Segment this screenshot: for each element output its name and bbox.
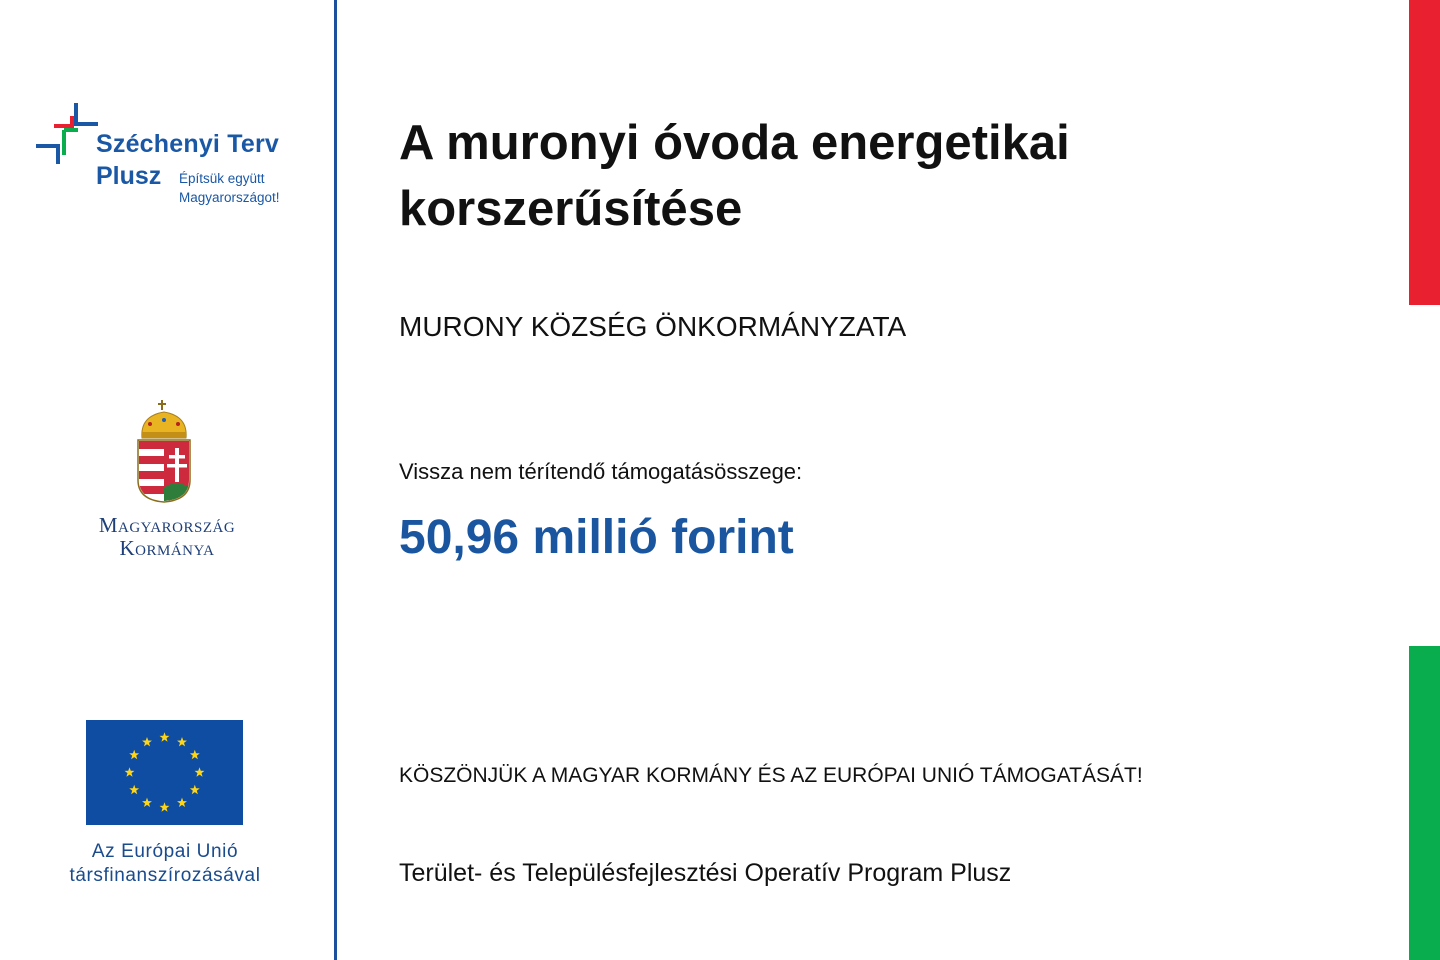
flag-red-stripe <box>1409 0 1440 305</box>
program-name: Terület- és Településfejlesztési Operatív Program Plusz <box>399 859 1012 887</box>
eu-caption-line-2: társfinanszírozásával <box>69 865 261 886</box>
government-name-line-2: Kormánya <box>119 536 215 560</box>
szechenyi-cross-icon <box>34 100 100 170</box>
logo-column <box>0 0 334 960</box>
flag-green-stripe <box>1409 646 1440 960</box>
szechenyi-title: Széchenyi Terv <box>96 130 279 158</box>
government-name-line-1: Magyarország <box>98 513 236 537</box>
thanks-message: KÖSZÖNJÜK A MAGYAR KORMÁNY ÉS AZ EURÓPAI UNIÓ TÁMOGATÁSÁT! <box>399 764 1143 787</box>
vertical-divider <box>334 0 337 960</box>
beneficiary-name: MURONY KÖZSÉG ÖNKORMÁNYZATA <box>399 311 907 342</box>
szechenyi-slogan-1: Építsük együtt <box>179 171 265 186</box>
grant-label: Vissza nem térítendő támogatásösszege: <box>399 459 803 484</box>
szechenyi-plusz: Plusz <box>96 162 162 190</box>
szechenyi-terv-plusz-logo <box>34 100 304 210</box>
szechenyi-slogan-2: Magyarországot! <box>179 190 280 205</box>
project-title: A muronyi óvoda energetikai korszerűsítése <box>399 116 1070 236</box>
eu-flag-icon <box>86 720 243 825</box>
eu-caption-line-1: Az Európai Unió <box>91 841 239 862</box>
grant-amount: 50,96 millió forint <box>399 511 794 564</box>
hungarian-coat-of-arms-icon <box>136 398 192 506</box>
